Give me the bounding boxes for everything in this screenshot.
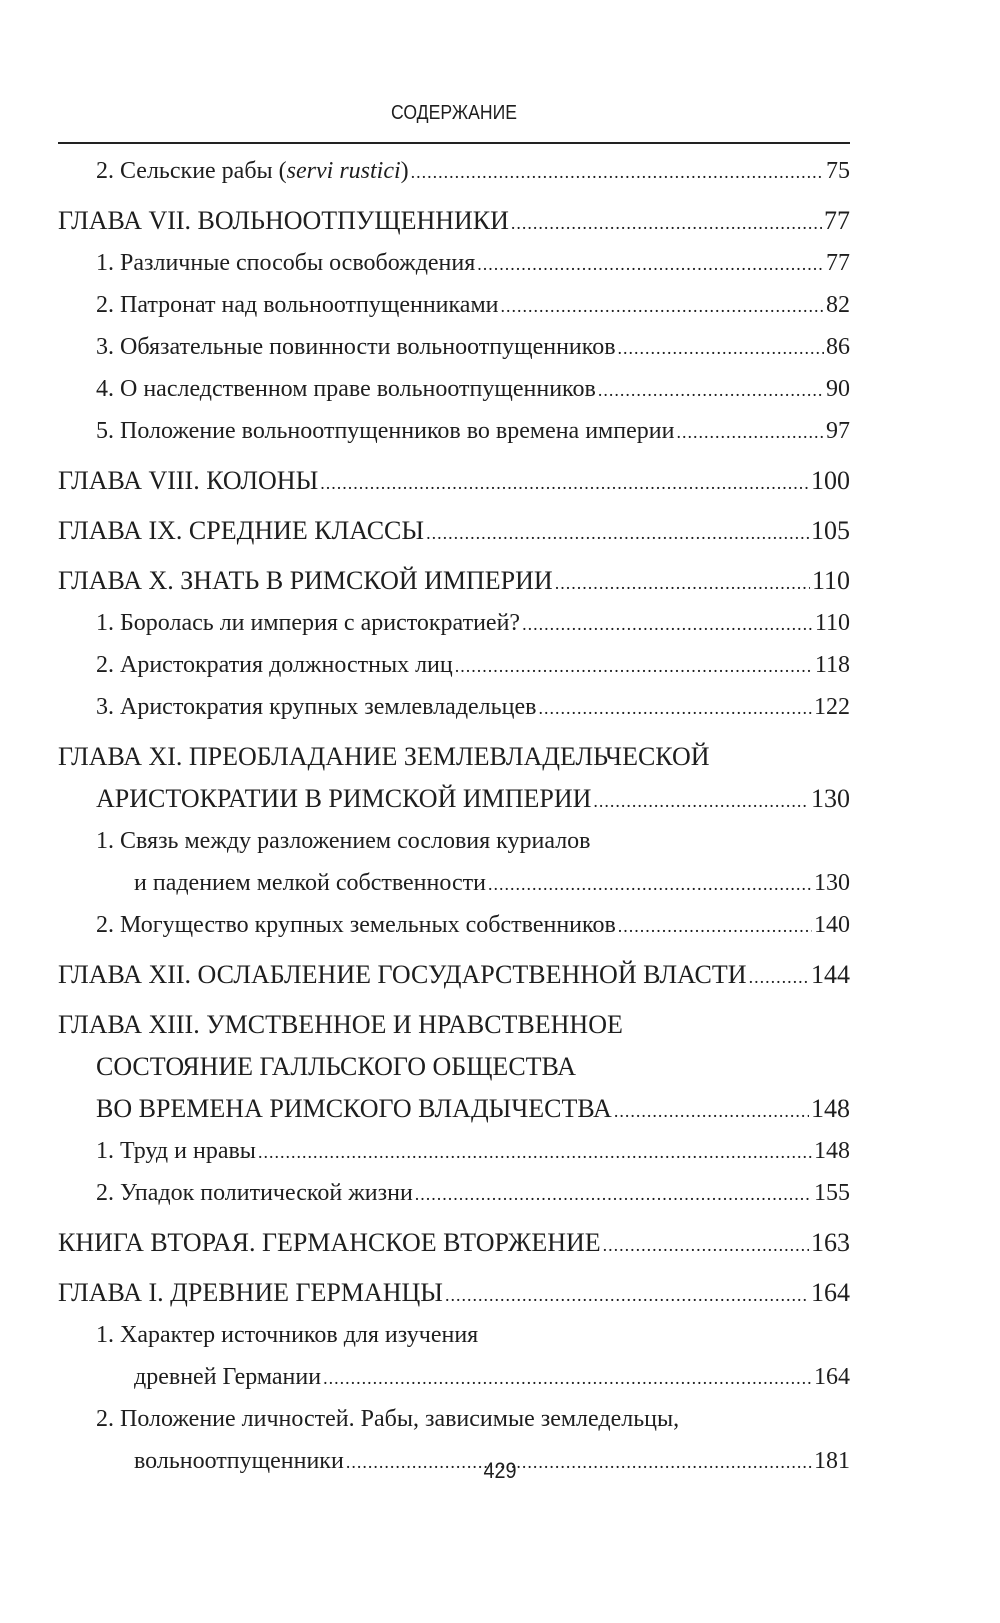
toc-entry-line <box>58 862 850 904</box>
toc-entry-line <box>58 1172 850 1214</box>
toc-page-number: 100 <box>811 466 850 495</box>
dot-leader <box>614 1090 809 1132</box>
dot-leader <box>618 905 812 947</box>
toc-entry-title: ВО ВРЕМЕНА РИМСКОГО ВЛАДЫЧЕСТВА <box>96 1094 612 1123</box>
dot-leader <box>749 956 809 998</box>
toc-page-number: 140 <box>814 912 850 938</box>
toc-section-entry <box>58 602 850 644</box>
toc-entry-title: 1. Характер источников для изучения <box>96 1322 479 1348</box>
toc-section-entry <box>58 904 850 946</box>
toc-section-entry <box>58 368 850 410</box>
toc-entry-line <box>58 1088 850 1130</box>
toc-entry-line <box>58 602 850 644</box>
dot-leader <box>455 645 813 687</box>
toc-entry-title: 2. Упадок политической жизни <box>96 1180 413 1206</box>
dot-leader <box>555 562 810 604</box>
toc-entry-title: 3. Аристократия крупных землевладельцев <box>96 694 537 720</box>
toc-page-number: 130 <box>811 784 850 813</box>
toc-page-number: 122 <box>814 694 850 720</box>
toc-entry-title: 4. О наследственном праве вольноотпущенников <box>96 376 596 402</box>
toc-entry-line <box>58 1398 850 1440</box>
toc-page-number: 130 <box>814 870 850 896</box>
toc-section-entry <box>58 410 850 452</box>
toc-section-entry <box>58 1130 850 1172</box>
toc-entry-line <box>58 368 850 410</box>
dot-leader <box>477 243 824 285</box>
toc-page-number: 77 <box>824 206 850 235</box>
toc-entry-title: АРИСТОКРАТИИ В РИМСКОЙ ИМПЕРИИ <box>96 784 592 813</box>
toc-entry-title: 1. Боролась ли империя с аристократией? <box>96 610 521 636</box>
toc-entry-title: 1. Труд и нравы <box>96 1138 256 1164</box>
toc-entry-title: 1. Различные способы освобождения <box>96 250 476 276</box>
toc-page-number: 105 <box>811 516 850 545</box>
toc-entry-line <box>58 644 850 686</box>
toc-entry-line <box>58 150 850 192</box>
toc-entry-title: ГЛАВА IX. СРЕДНИЕ КЛАССЫ <box>58 516 425 545</box>
toc-entry-title: ГЛАВА XII. ОСЛАБЛЕНИЕ ГОСУДАРСТВЕННОЙ ВЛАСТИ <box>58 960 747 989</box>
toc-entry-line <box>58 1130 850 1172</box>
dot-leader <box>258 1131 812 1173</box>
toc-page-number: 164 <box>814 1364 850 1390</box>
toc-entry-line <box>58 954 850 996</box>
toc-entry-title: древней Германии <box>134 1364 322 1390</box>
toc-page-number: 148 <box>811 1094 850 1123</box>
toc-page-number: 155 <box>814 1180 850 1206</box>
toc-entry-line <box>58 560 850 602</box>
dot-leader <box>593 780 809 822</box>
toc-entry-line <box>58 1004 850 1046</box>
dot-leader <box>501 285 825 327</box>
dot-leader <box>676 411 824 453</box>
toc-chapter-entry <box>58 510 850 552</box>
toc-chapter-entry <box>58 1004 850 1130</box>
toc-entry-line <box>58 904 850 946</box>
dot-leader <box>323 1357 812 1399</box>
toc-entry-line <box>58 1222 850 1264</box>
dot-leader <box>618 327 824 369</box>
toc-entry-line <box>58 686 850 728</box>
toc-chapter-entry <box>58 200 850 242</box>
dot-leader <box>522 603 813 645</box>
toc-entry-line <box>58 410 850 452</box>
toc-page-number: 181 <box>814 1448 850 1474</box>
toc-entry-line <box>58 242 850 284</box>
toc-chapter-entry <box>58 1222 850 1264</box>
dot-leader <box>603 1224 809 1266</box>
toc-entry-line <box>58 284 850 326</box>
toc-entry-line <box>58 510 850 552</box>
toc-chapter-entry <box>58 560 850 602</box>
toc-entry-line <box>58 778 850 820</box>
toc-entry-title: ГЛАВА I. ДРЕВНИЕ ГЕРМАНЦЫ <box>58 1278 443 1307</box>
toc-section-entry <box>58 242 850 284</box>
toc-entry-title: ГЛАВА X. ЗНАТЬ В РИМСКОЙ ИМПЕРИИ <box>58 566 553 595</box>
toc-page-number: 118 <box>814 652 850 678</box>
toc-section-entry <box>58 820 850 904</box>
toc-entry-title: ГЛАВА XI. ПРЕОБЛАДАНИЕ ЗЕМЛЕВЛАДЕЛЬЧЕСКОЙ <box>58 742 710 771</box>
toc-entry-title: ГЛАВА VII. ВОЛЬНООТПУЩЕННИКИ <box>58 206 509 235</box>
dot-leader <box>426 512 809 554</box>
toc-page-number: 110 <box>814 610 850 636</box>
toc-entry-title: вольноотпущенники <box>134 1448 344 1474</box>
toc-entry-title: 5. Положение вольноотпущенников во времена империи <box>96 418 675 444</box>
toc-page-number: 164 <box>811 1278 850 1307</box>
toc-entry-title: СОСТОЯНИЕ ГАЛЛЬСКОГО ОБЩЕСТВА <box>96 1052 577 1081</box>
toc-section-entry <box>58 686 850 728</box>
dot-leader <box>488 863 812 905</box>
toc-page-number: 163 <box>811 1228 850 1257</box>
dot-leader <box>511 202 822 244</box>
toc-chapter-entry <box>58 1272 850 1314</box>
toc-section-entry <box>58 1172 850 1214</box>
toc-entry-title: и падением мелкой собственности <box>134 870 486 896</box>
toc-entry-line <box>58 820 850 862</box>
toc-section-entry <box>58 326 850 368</box>
toc-entry-line <box>58 460 850 502</box>
toc-page-number: 110 <box>811 566 850 595</box>
toc-page-number: 77 <box>826 250 850 276</box>
dot-leader <box>538 687 812 729</box>
toc-entry-title: 2. Положение личностей. Рабы, зависимые земледельцы, <box>96 1406 680 1432</box>
toc-entry-title: ГЛАВА VIII. КОЛОНЫ <box>58 466 319 495</box>
toc-chapter-entry <box>58 460 850 502</box>
page-number: 429 <box>483 1458 517 1483</box>
toc-page-number: 148 <box>814 1138 850 1164</box>
toc-entry-title: 2. Патронат над вольноотпущенниками <box>96 292 499 318</box>
toc-section-entry <box>58 150 850 192</box>
toc-entry-line <box>58 1272 850 1314</box>
toc-page-number: 86 <box>826 334 850 360</box>
header-rule <box>58 142 850 144</box>
dot-leader <box>598 369 824 411</box>
toc-page-number: 97 <box>826 418 850 444</box>
toc-section-entry <box>58 284 850 326</box>
dot-leader <box>411 151 824 193</box>
toc-entry-title: 1. Связь между разложением сословия куриалов <box>96 828 591 854</box>
table-of-contents <box>58 150 850 1482</box>
toc-entry-title: 2. Могущество крупных земельных собственников <box>96 912 616 938</box>
dot-leader <box>445 1274 809 1316</box>
toc-entry-line <box>58 326 850 368</box>
toc-entry-title: 2. Аристократия должностных лиц <box>96 652 453 678</box>
toc-section-entry <box>58 644 850 686</box>
toc-entry-line <box>58 736 850 778</box>
toc-page-number: 75 <box>826 158 850 184</box>
toc-page-number: 90 <box>826 376 850 402</box>
toc-page-number: 144 <box>811 960 850 989</box>
dot-leader <box>415 1173 812 1215</box>
toc-entry-line <box>58 1356 850 1398</box>
dot-leader <box>320 462 809 504</box>
toc-page-number: 82 <box>826 292 850 318</box>
toc-entry-line <box>58 1046 850 1088</box>
toc-chapter-entry <box>58 736 850 820</box>
toc-chapter-entry <box>58 954 850 996</box>
toc-entry-title: 2. Сельские рабы (servi rustici) <box>96 158 409 184</box>
toc-entry-title: ГЛАВА XIII. УМСТВЕННОЕ И НРАВСТВЕННОЕ <box>58 1010 623 1039</box>
running-header: СОДЕРЖАНИЕ <box>391 102 517 124</box>
toc-entry-title: КНИГА ВТОРАЯ. ГЕРМАНСКОЕ ВТОРЖЕНИЕ <box>58 1228 601 1257</box>
toc-section-entry <box>58 1314 850 1398</box>
toc-entry-title: 3. Обязательные повинности вольноотпущенников <box>96 334 616 360</box>
toc-entry-line <box>58 1314 850 1356</box>
toc-entry-line <box>58 200 850 242</box>
